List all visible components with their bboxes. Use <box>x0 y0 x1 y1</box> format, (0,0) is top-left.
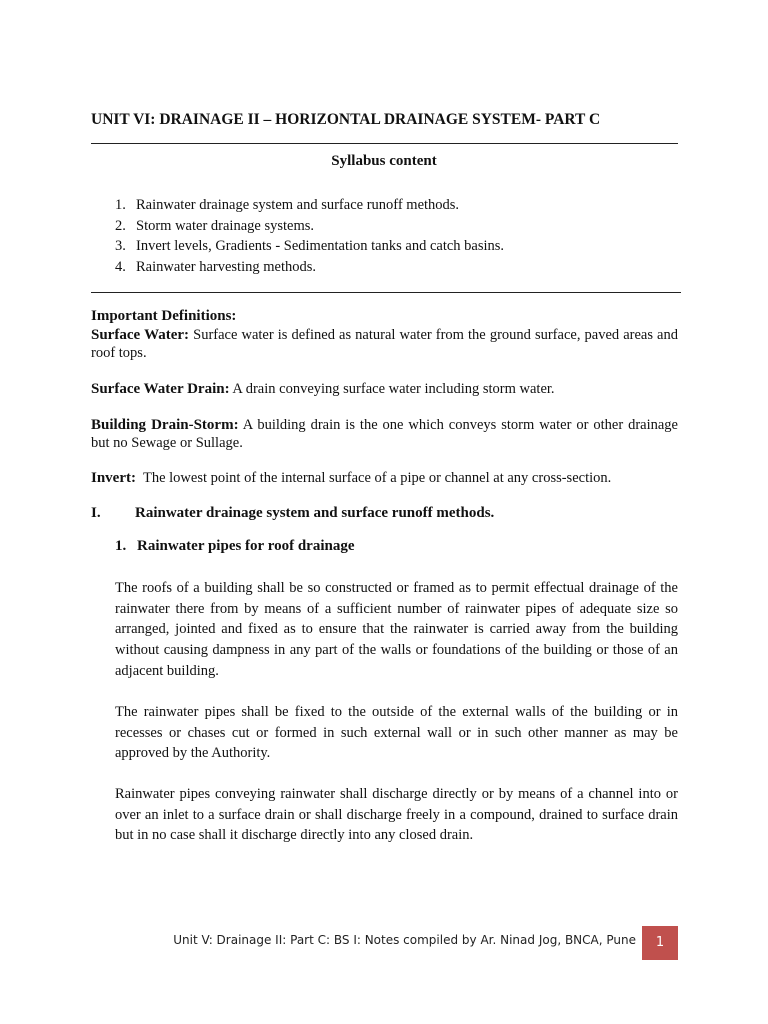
subsection-heading <box>115 538 355 555</box>
syllabus-item <box>115 236 675 257</box>
page-number-badge: 1 <box>642 926 678 960</box>
definition-building-drain-storm <box>91 416 678 452</box>
subsection-number: 1. <box>115 538 127 554</box>
syllabus-heading: Syllabus content <box>331 153 437 169</box>
footer-text: Unit V: Drainage II: Part C: BS I: Notes compiled by Ar. Ninad Jog, BNCA, Pune <box>173 933 636 947</box>
definition-text: A drain conveying surface water including storm water. <box>229 381 555 397</box>
syllabus-item <box>115 216 675 237</box>
body-paragraph: The roofs of a building shall be so constructed or framed as to permit effectual drainage of the rainwater there from by means of a sufficient number of rainwater pipes of adequate size so arranged, jointed and fixed as to ensure that the rainwater is carried away from the building without causing dampness in any part of the walls or foundations of the building or those of an adjacent building. <box>115 580 678 679</box>
definition-surface-water <box>91 326 678 362</box>
syllabus-item-number: 1. <box>115 197 126 213</box>
section-title: Rainwater drainage system and surface runoff methods. <box>135 505 495 521</box>
syllabus-item-number: 4. <box>115 258 126 275</box>
definition-surface-water-drain <box>91 380 678 398</box>
definition-term: Surface Water Drain: <box>91 381 230 397</box>
syllabus-item-text: Invert levels, Gradients - Sedimentation tanks and catch basins. <box>136 238 505 254</box>
syllabus-item <box>115 195 675 216</box>
definition-text: Surface water is defined as natural water from the ground surface, paved areas and roof tops. <box>91 327 678 361</box>
title-divider <box>91 143 678 144</box>
syllabus-item-text: Rainwater harvesting methods. <box>136 258 316 275</box>
definition-term: Invert: <box>91 470 136 486</box>
definition-text: The lowest point of the internal surface of a pipe or channel at any cross-section. <box>136 470 612 486</box>
syllabus-item-number: 3. <box>115 238 126 254</box>
section-numeral: I. <box>91 505 101 521</box>
definitions-heading: Important Definitions: <box>91 308 237 324</box>
definition-invert <box>91 469 678 487</box>
definition-term: Surface Water: <box>91 327 190 343</box>
syllabus-divider <box>91 292 681 293</box>
definition-term: Building Drain-Storm: <box>91 417 239 433</box>
subsection-title: Rainwater pipes for roof drainage <box>137 538 355 554</box>
syllabus-item-text: Storm water drainage systems. <box>136 217 314 234</box>
body-paragraph: Rainwater pipes conveying rainwater shall discharge directly or by means of a channel into or over an inlet to a surface drain or shall discharge freely in a compound, drained to surface drain but in no case shall it discharge directly into any closed drain. <box>115 786 678 844</box>
syllabus-item <box>115 257 675 278</box>
definition-text: A building drain is the one which conveys storm water or other drainage but no Sewage or Sullage. <box>91 417 678 451</box>
unit-title: UNIT VI: DRAINAGE II – HORIZONTAL DRAINAGE SYSTEM- PART C <box>91 111 601 128</box>
syllabus-list <box>115 195 675 277</box>
syllabus-item-number: 2. <box>115 217 126 234</box>
body-paragraph: The rainwater pipes shall be fixed to the outside of the external walls of the building or in recesses or chases cut or formed in such external wall or in such other manner as may be approved by the Authority. <box>115 704 678 762</box>
section-heading <box>91 505 678 522</box>
syllabus-item-text: Rainwater drainage system and surface runoff methods. <box>136 197 460 213</box>
